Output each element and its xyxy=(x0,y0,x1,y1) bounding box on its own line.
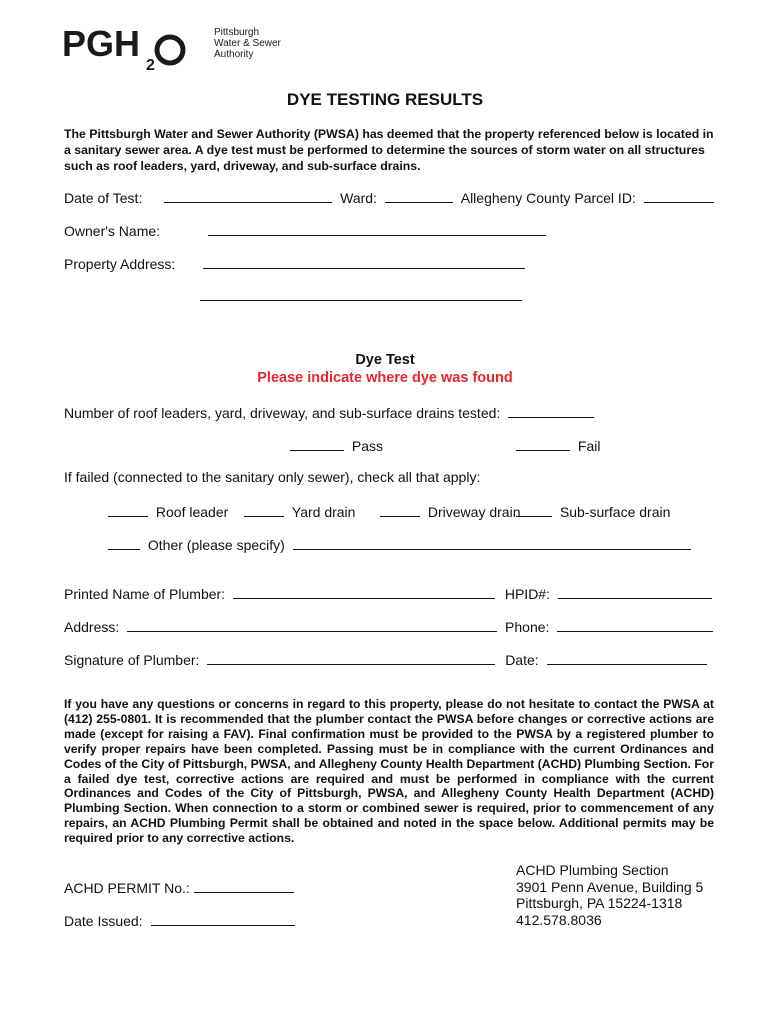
address-row xyxy=(64,254,525,272)
option-driveway-drain xyxy=(380,502,520,520)
fail-label: Fail xyxy=(577,438,601,454)
plumber-name-row xyxy=(64,584,712,602)
logo-mark-text: PGH xyxy=(62,23,141,64)
printed-name-label: Printed Name of Plumber: xyxy=(64,586,226,602)
achd-line3: Pittsburgh, PA 15224-1318 xyxy=(516,895,683,911)
fail-field[interactable] xyxy=(516,436,570,451)
pgh2o-logo-mark xyxy=(60,22,290,72)
ward-field[interactable] xyxy=(385,188,453,203)
property-address-field-1[interactable] xyxy=(203,254,525,269)
owner-name-field[interactable] xyxy=(208,221,546,236)
roof-leader-label: Roof leader xyxy=(155,504,229,520)
owner-name-label: Owner's Name: xyxy=(64,223,161,239)
printed-name-field[interactable] xyxy=(233,584,495,599)
fail-row xyxy=(516,436,600,454)
other-specify-field[interactable] xyxy=(293,535,691,550)
phone-label: Phone: xyxy=(505,619,550,635)
tested-count-label: Number of roof leaders, yard, driveway, and sub-surface drains tested: xyxy=(64,405,501,421)
property-address-field-2[interactable] xyxy=(200,286,522,301)
option-other xyxy=(108,535,691,553)
plumber-address-field[interactable] xyxy=(127,617,497,632)
signature-label: Signature of Plumber: xyxy=(64,652,200,668)
page-title: DYE TESTING RESULTS xyxy=(286,90,484,109)
logo-line3: Authority xyxy=(214,49,254,60)
pass-field[interactable] xyxy=(290,436,344,451)
date-issued-field[interactable] xyxy=(151,911,295,926)
intro-text: The Pittsburgh Water and Sewer Authority (PWSA) has deemed that the property referenced below is located in a sanitary sewer area. A dye test must be performed to determine the sources of storm water on all structures such as roof leaders, yard, driveway, and sub-surface drains. xyxy=(64,127,714,173)
hpid-field[interactable] xyxy=(558,584,712,599)
plumber-address-label: Address: xyxy=(64,619,120,635)
property-row-1 xyxy=(64,188,714,206)
date-of-test-field[interactable] xyxy=(164,188,332,203)
permit-row xyxy=(64,878,294,896)
parcel-id-field[interactable] xyxy=(644,188,714,203)
ward-label: Ward: xyxy=(340,190,377,206)
pass-label: Pass xyxy=(351,438,384,454)
driveway-drain-label: Driveway drain xyxy=(427,504,521,520)
option-yard-drain xyxy=(244,502,355,520)
logo-line1: Pittsburgh xyxy=(214,27,260,38)
pgh2o-logo xyxy=(60,22,290,72)
hpid-label: HPID#: xyxy=(504,586,550,602)
driveway-drain-field[interactable] xyxy=(380,502,420,517)
other-label: Other (please specify) xyxy=(147,537,285,553)
achd-line4: 412.578.8036 xyxy=(516,911,602,928)
signature-field[interactable] xyxy=(207,650,495,665)
tested-count-field[interactable] xyxy=(508,403,594,418)
permit-no-label: ACHD PERMIT No.: xyxy=(64,880,190,896)
plumber-signature-row xyxy=(64,650,707,668)
permit-no-field[interactable] xyxy=(194,878,294,893)
option-roof-leader xyxy=(108,502,228,520)
achd-address-block xyxy=(516,862,703,928)
logo-line2: Water & Sewer xyxy=(214,38,281,49)
logo-o-ring xyxy=(157,37,183,63)
address-row-2 xyxy=(200,286,522,304)
yard-drain-label: Yard drain xyxy=(291,504,356,520)
date-issued-row xyxy=(64,911,295,929)
achd-line1: ACHD Plumbing Section xyxy=(516,862,669,878)
date-issued-label: Date Issued: xyxy=(64,913,143,929)
subsurface-drain-field[interactable] xyxy=(516,502,552,517)
plumber-address-row xyxy=(64,617,713,635)
achd-line2: 3901 Penn Avenue, Building 5 xyxy=(516,878,704,895)
other-check-field[interactable] xyxy=(108,535,140,550)
pass-row xyxy=(290,436,383,454)
owner-row xyxy=(64,221,546,239)
plumber-date-field[interactable] xyxy=(547,650,707,665)
option-subsurface-drain xyxy=(516,502,670,520)
logo-subscript: 2 xyxy=(146,57,155,72)
failed-instructions: If failed (connected to the sanitary only sewer), check all that apply: xyxy=(64,469,481,485)
plumber-date-label: Date: xyxy=(505,652,539,668)
date-of-test-label: Date of Test: xyxy=(64,190,143,206)
dye-test-heading: Dye Test xyxy=(355,352,415,368)
roof-leader-field[interactable] xyxy=(108,502,148,517)
phone-field[interactable] xyxy=(557,617,713,632)
notice-paragraph: If you have any questions or concerns in regard to this property, please do not hesitate to contact the PWSA at (412) 255-0801. It is recommended that the plumber contact the PWSA before changes or corrective actions are made (except for raising a FAV). Final confirmation must be provided to the PWSA by a registered plumber to verify proper repairs have been completed. Passing must be in compliance with the current Ordinances and Codes of the City of Pittsburgh, PWSA, and Allegheny County Health Department (ACHD) Plumbing Section. For a failed dye test, corrective actions are required and must be performed in compliance with the current Ordinances and Codes of the City of Pittsburgh, PWSA, and Allegheny County Health Department (ACHD) Plumbing Section. When connection to a storm or combined sewer is required, prior to commencement of any repairs, an ACHD Plumbing Permit shall be obtained and noted in the space below. Additional permits may be required prior to any corrective actions. xyxy=(64,697,714,846)
yard-drain-field[interactable] xyxy=(244,502,284,517)
parcel-id-label: Allegheny County Parcel ID: xyxy=(460,190,636,206)
subsurface-drain-label: Sub-surface drain xyxy=(559,504,671,520)
property-address-label: Property Address: xyxy=(64,256,176,272)
tested-row xyxy=(64,403,594,421)
dye-test-subheading: Please indicate where dye was found xyxy=(257,370,513,386)
